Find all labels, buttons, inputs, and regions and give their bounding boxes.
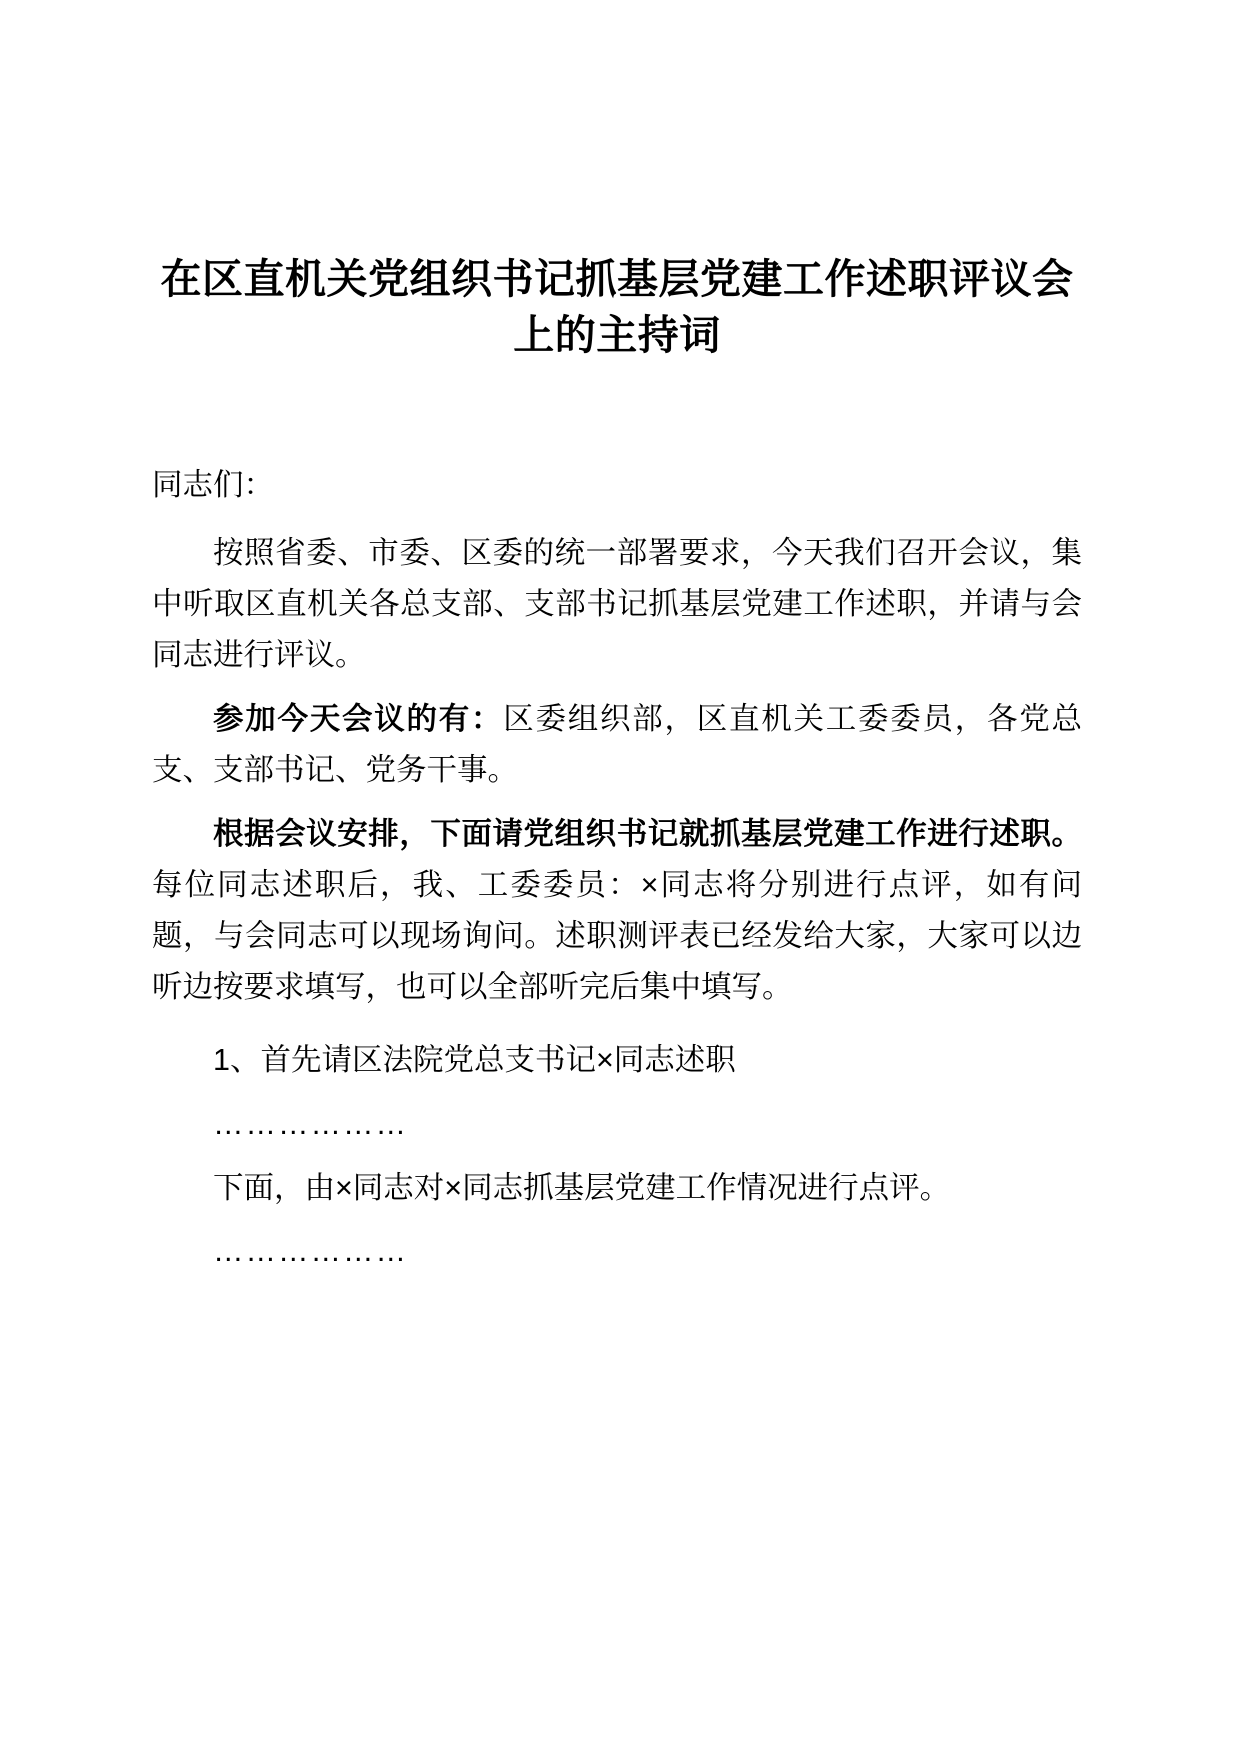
document-body (152, 460, 1082, 1278)
paragraph-3-bold-lead: 根据会议安排，下面请党组织书记就抓基层党建工作进行述职。 (213, 817, 1082, 852)
paragraph-2 (152, 694, 1082, 796)
paragraph-1: 按照省委、市委、区委的统一部署要求，今天我们召开会议，集中听取区直机关各总支部、支部书记抓基层党建工作述职，并请与会同志进行评议。 (152, 536, 1082, 673)
ellipsis-separator-2: ……………… (213, 1234, 408, 1269)
paragraph-3-text: 每位同志述职后，我、工委委员：×同志将分别进行点评，如有问题，与会同志可以现场询问。述职测评表已经发给大家，大家可以边听边按要求填写，也可以全部听完后集中填写。 (152, 867, 1082, 1004)
paragraph-2-bold-lead: 参加今天会议的有： (213, 702, 504, 737)
numbered-item-1: 1、首先请区法院党总支书记×同志述职 (213, 1042, 736, 1077)
paragraph-3 (152, 809, 1082, 1013)
page-title: 在区直机关党组织书记抓基层党建工作述职评议会上的主持词 (160, 256, 1074, 358)
closing-line: 下面，由×同志对×同志抓基层党建工作情况进行点评。 (213, 1170, 951, 1205)
paragraph-2-text: 区委组织部，区直机关工委委员，各党总支、支部书记、党务干事。 (152, 702, 1082, 788)
ellipsis-separator-1: ……………… (213, 1106, 408, 1141)
salutation: 同志们： (152, 467, 274, 502)
document-content (152, 0, 1082, 1290)
